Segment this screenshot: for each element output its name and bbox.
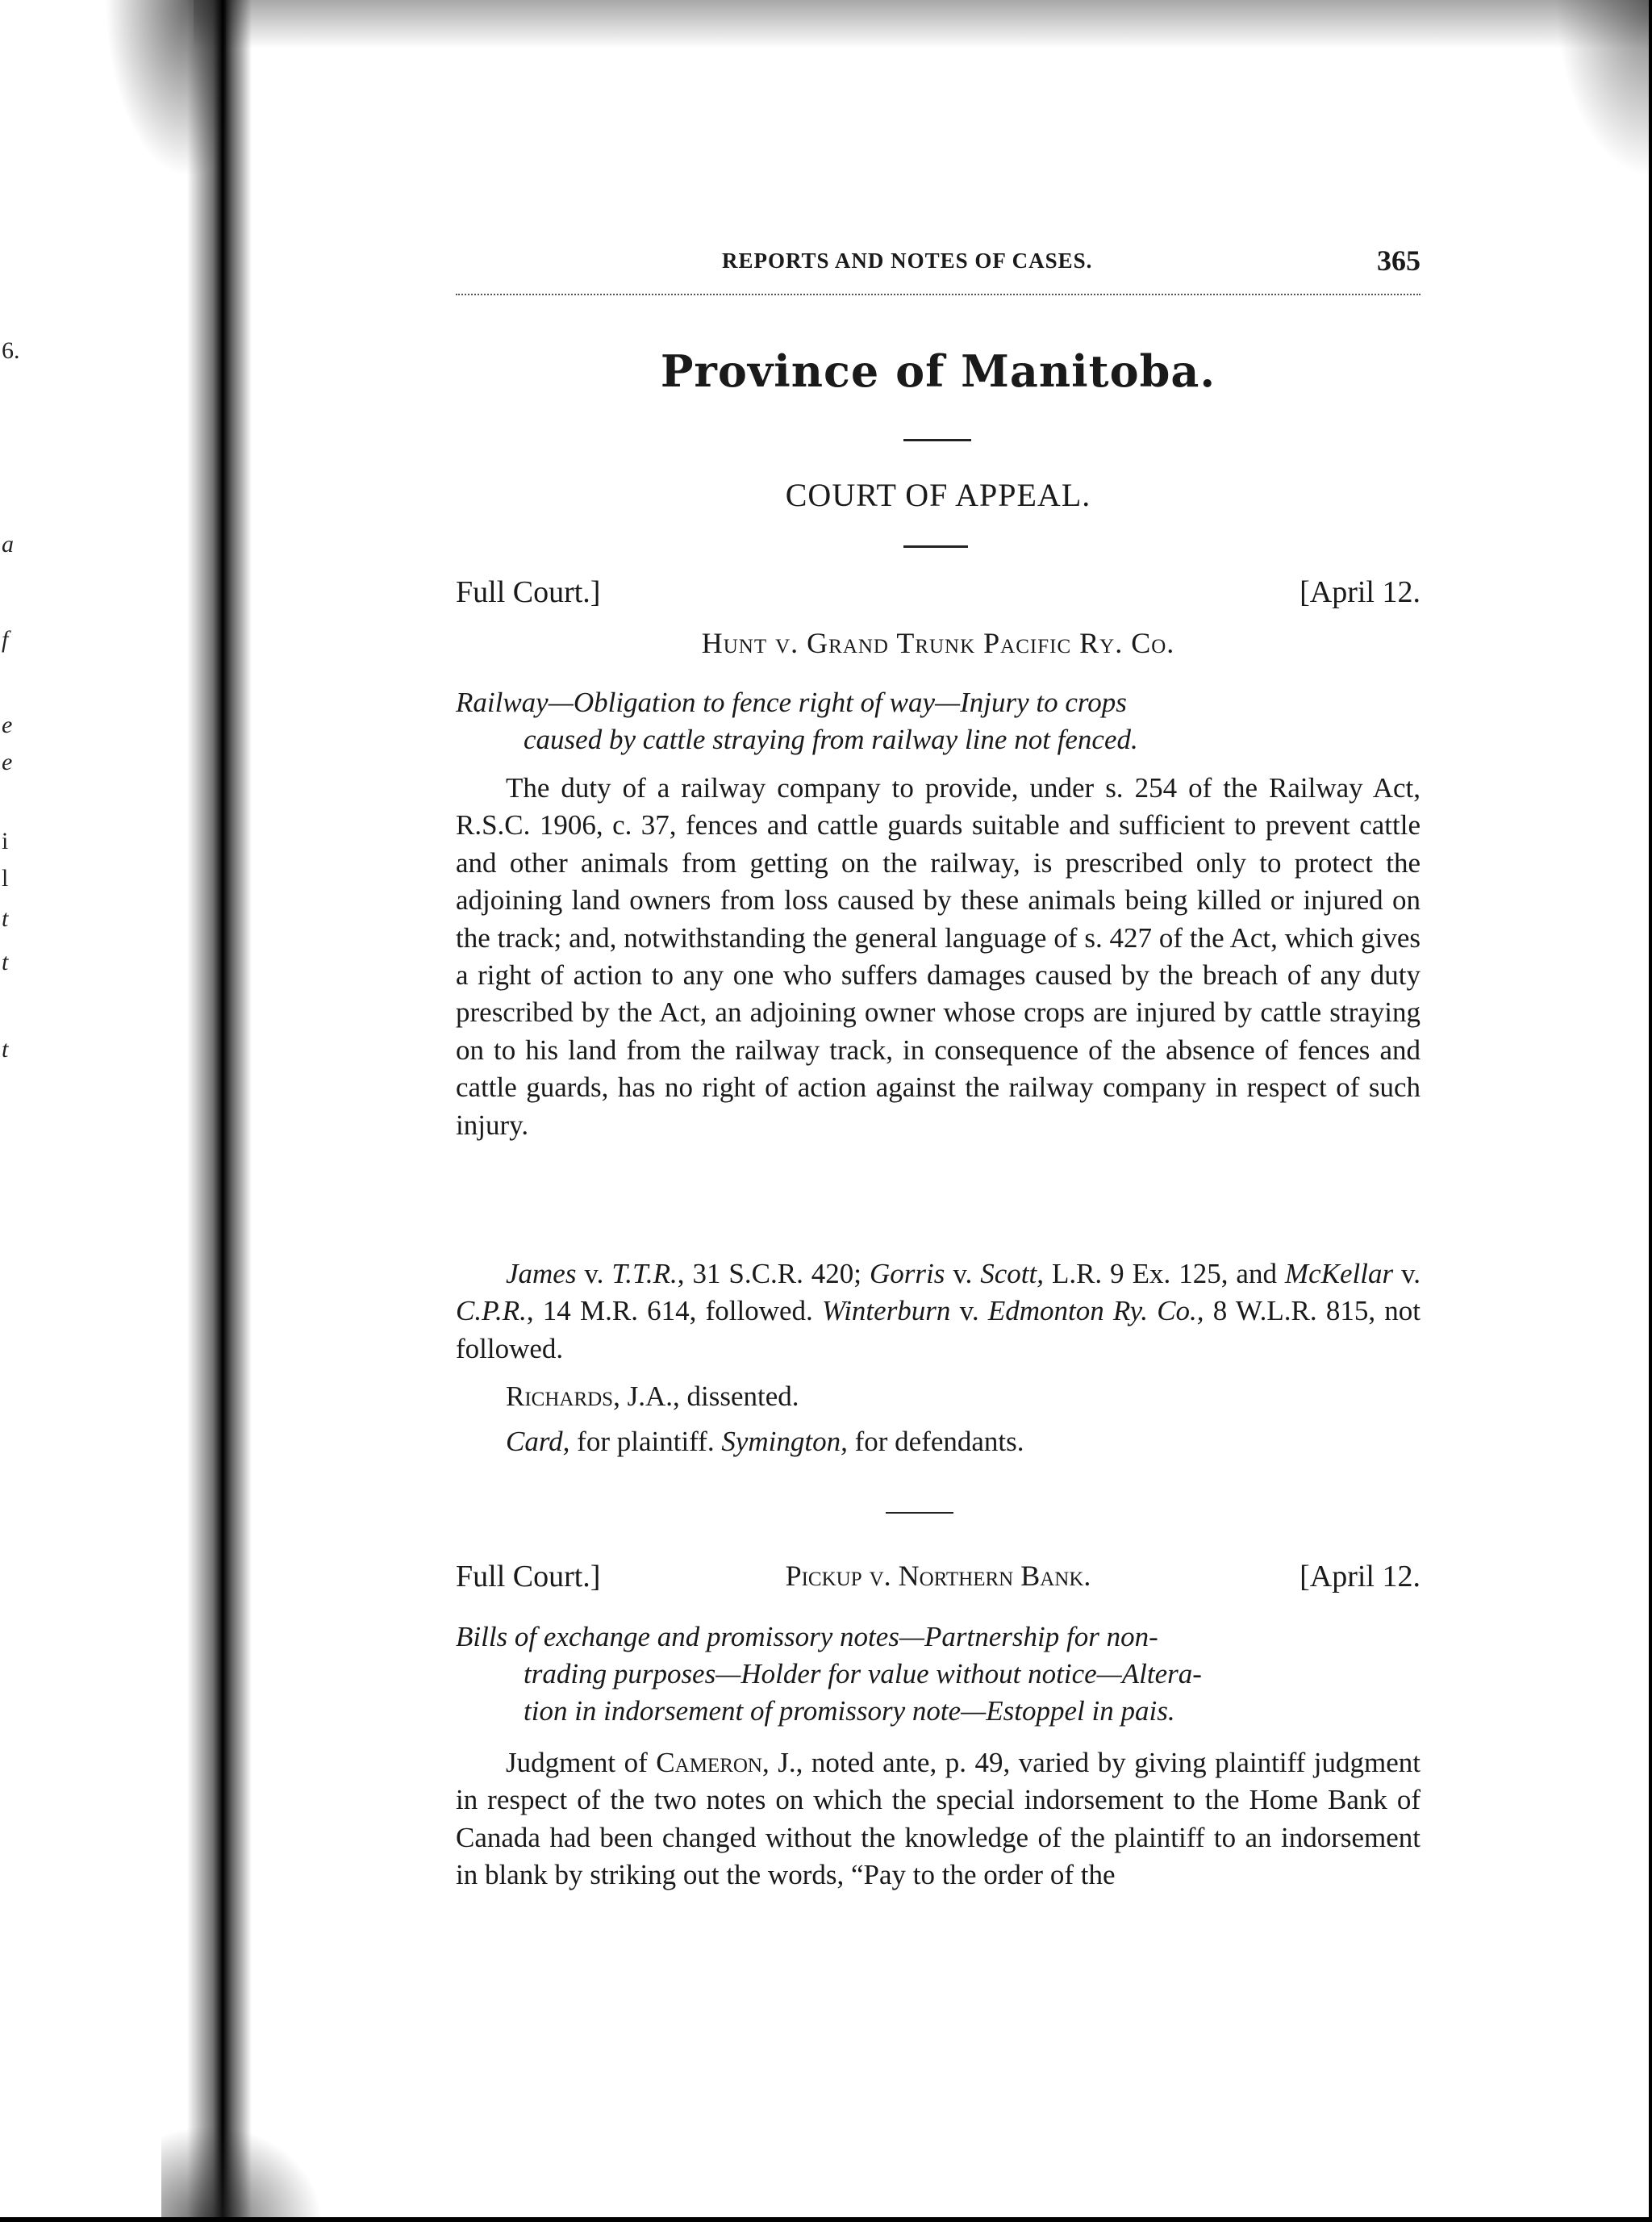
scan-border-right (1649, 0, 1652, 2222)
citation-case: Gorris (869, 1258, 945, 1289)
scan-border-bottom (0, 2217, 1652, 2222)
judge-name: Cameron (656, 1747, 762, 1778)
headnote-line: trading purposes—Holder for value without notice—Altera- (524, 1658, 1202, 1689)
case2-court: Full Court.] (456, 1560, 601, 1593)
province-heading: Province of Manitoba. (660, 345, 1216, 397)
citation-text: 8 W.L.R. 815, not followed. (456, 1295, 1421, 1364)
headnote-line: Railway—Obligation to fence right of way—Injury to crops (456, 687, 1127, 718)
citation-case: McKellar (1284, 1258, 1394, 1289)
citation-text: , 14 M.R. 614, followed. (526, 1295, 822, 1327)
judge-name: Richards (506, 1380, 614, 1412)
divider (903, 545, 968, 548)
citation-case: James (506, 1258, 577, 1289)
scan-shadow-top (194, 0, 1652, 48)
counsel-name: Symington, (721, 1426, 848, 1457)
case1-counsel (456, 1423, 1420, 1460)
fragment: 6. (2, 337, 20, 364)
scan-shadow-bottom (161, 2125, 323, 2222)
citation-case: C.P.R. (456, 1295, 527, 1327)
fragment: t (2, 1036, 9, 1063)
citation-case: Scott, (980, 1258, 1044, 1289)
running-head-rule (456, 294, 1420, 295)
fragment: t (2, 949, 9, 975)
citation-text: v. (1393, 1258, 1421, 1289)
case1-dissent (456, 1378, 1420, 1415)
book-gutter (187, 0, 252, 2222)
counsel-role: for defendants. (847, 1426, 1024, 1457)
page-number: 365 (1377, 244, 1420, 277)
scan-shadow-right (1555, 0, 1652, 178)
headnote-line: caused by cattle straying from railway line not fenced. (524, 724, 1138, 755)
citation-text: L.R. 9 Ex. 125, and (1044, 1258, 1285, 1289)
facing-page-fragments (0, 0, 32, 2222)
case1-body: The duty of a railway company to provide, under s. 254 of the Railway Act, R.S.C. 1906, c. 37, fences and cattle guards suitable and sufficient to prevent cattle and other animals from getting on the railway, is prescribed only to protect the adjoining land owners from loss caused by these animals being killed or injured on the track; and, notwithstanding the general language of s. 427 of the Act, which gives a right of action to any one who suffers damages caused by the breach of any duty prescribed by the Act, an adjoining owner whose crops are injured by cattle straying on to his land from the railway track, in consequence of the absence of fences and cattle guards, has no right of action against the railway company in respect of such injury. (456, 772, 1420, 1141)
citation-case: T.T.R. (611, 1258, 678, 1289)
counsel-role: for plaintiff. (569, 1426, 722, 1457)
case1-header (456, 574, 1420, 615)
case1-date: [April 12. (1299, 575, 1420, 609)
case2-date: [April 12. (1299, 1560, 1420, 1593)
fragment: t (2, 905, 9, 932)
case1-title: Hunt v. Grand Trunk Pacific Ry. Co. (701, 627, 1175, 659)
counsel-name: Card, (506, 1426, 570, 1457)
citation-text: v. (576, 1258, 612, 1289)
headnote-line: Bills of exchange and promissory notes—Partnership for non- (456, 1621, 1158, 1652)
case2-headnote (456, 1618, 1420, 1730)
body-text: Judgment of (506, 1747, 657, 1778)
fragment: f (2, 626, 9, 653)
fragment: l (2, 865, 9, 892)
divider (903, 439, 971, 441)
case2-title: Pickup v. Northern Bank. (785, 1560, 1091, 1592)
case1-citations (456, 1255, 1420, 1368)
running-head (456, 244, 1420, 284)
citation-case: Edmonton Ry. Co., (987, 1295, 1204, 1327)
court-heading: COURT OF APPEAL. (785, 477, 1091, 513)
running-head-title: REPORTS AND NOTES OF CASES. (722, 249, 1093, 273)
fragment: e (2, 712, 13, 738)
case1-court: Full Court.] (456, 575, 601, 609)
citation-text: , 31 S.C.R. 420; (677, 1258, 870, 1289)
case1-headnote (456, 684, 1420, 758)
divider (886, 1512, 953, 1514)
citation-text: v. (945, 1258, 981, 1289)
fragment: e (2, 749, 13, 775)
headnote-line: tion in indorsement of promissory note—Estoppel in pais. (524, 1695, 1175, 1727)
citation-text: v. (950, 1295, 988, 1327)
fragment: i (2, 828, 9, 854)
case2-body (456, 1744, 1420, 1894)
dissent-text: , J.A., dissented. (613, 1380, 799, 1412)
fragment: a (2, 531, 14, 558)
citation-case: Winterburn (821, 1295, 951, 1327)
case2-header (456, 1559, 1420, 1599)
body-text: , J., noted ante, p. 49, varied by giving plaintiff judgment in respect of the two notes on which the special indorsement to the Home Bank of Canada had been changed without the knowledge of the plaintiff to an indorsement in blank by striking out the words, “Pay to the order of the (456, 1747, 1421, 1891)
